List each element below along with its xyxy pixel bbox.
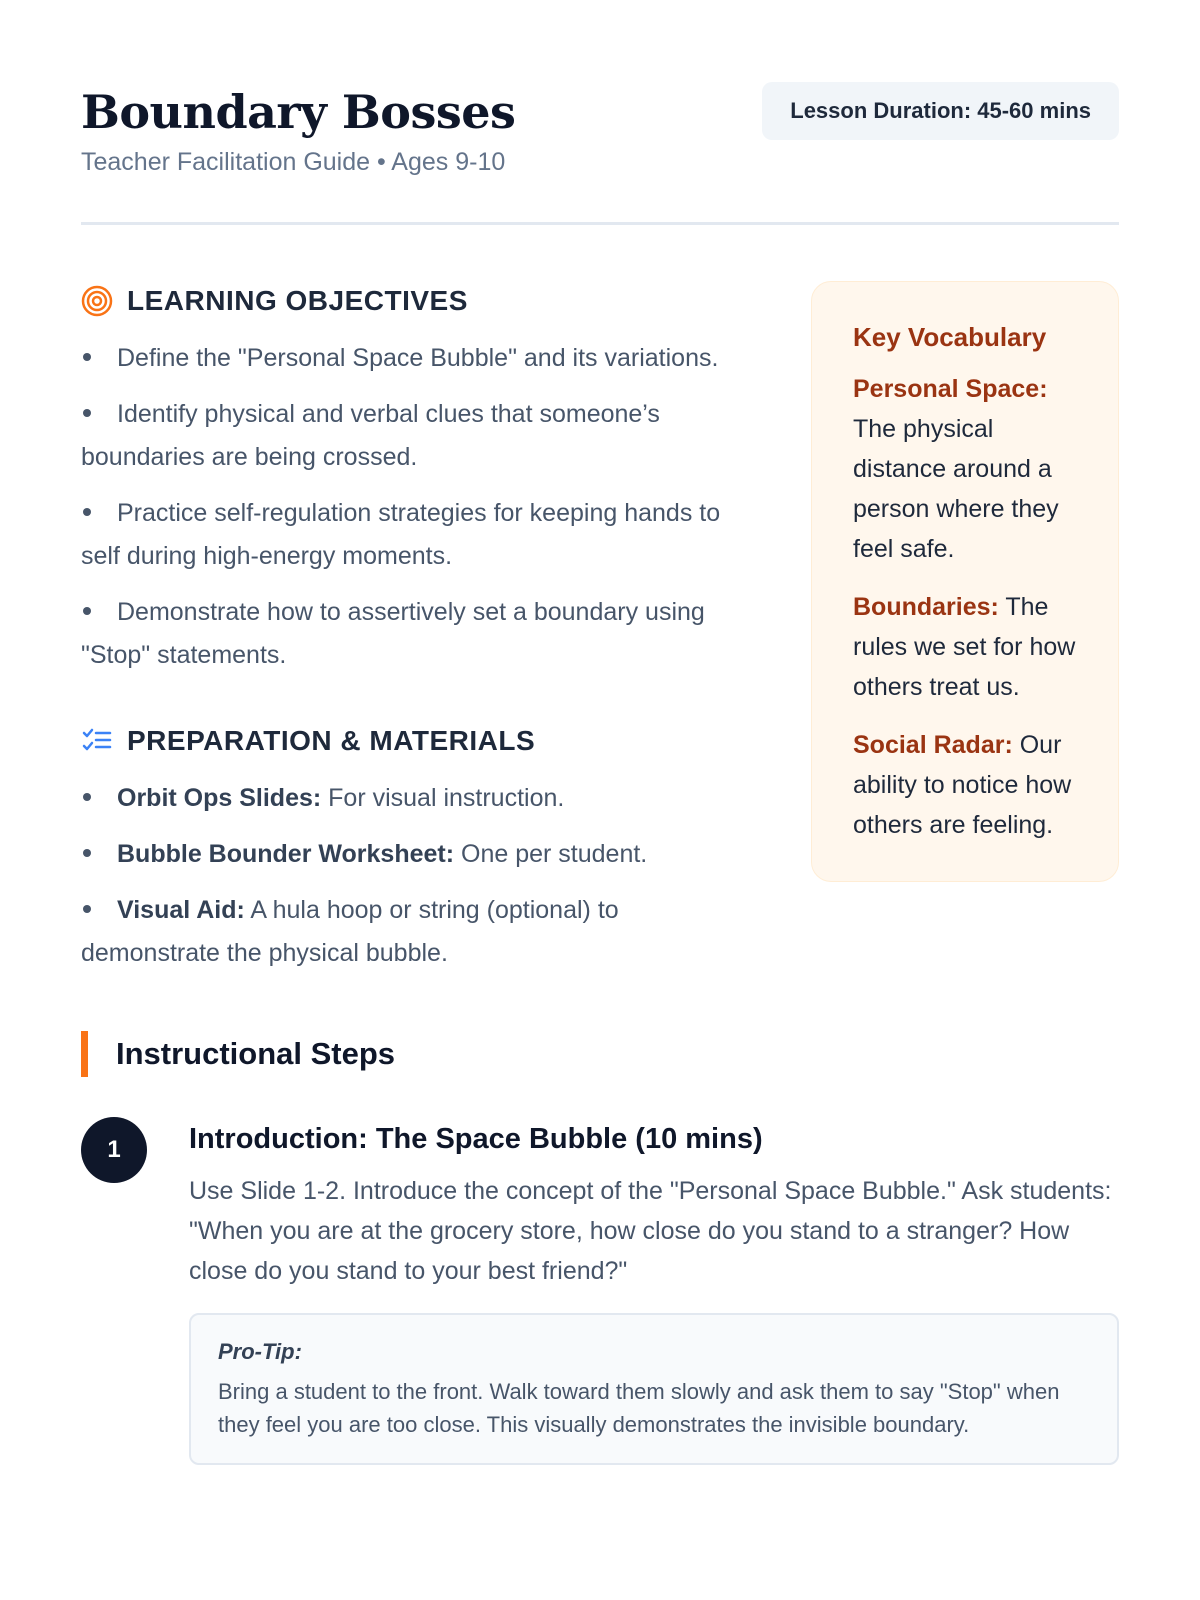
materials-list (81, 777, 741, 975)
bullet (83, 409, 91, 417)
objective-text: Practice self-regulation strategies for keeping hands to self during high-energy moments. (81, 499, 721, 570)
checklist-icon (81, 725, 113, 757)
objective-text: Define the "Personal Space Bubble" and its variations. (117, 344, 719, 372)
vocabulary-term: Personal Space: (853, 375, 1048, 403)
instruction-step (81, 1117, 1119, 1465)
bullet (83, 793, 91, 801)
material-text: A hula hoop or string (optional) to demonstrate the physical bubble. (81, 896, 619, 967)
overview-columns (81, 281, 1119, 975)
bullet (83, 607, 91, 615)
vocabulary-definition: The rules we set for how others treat us. (853, 593, 1076, 701)
objectives-heading (81, 281, 741, 321)
step-title: Introduction: The Space Bubble (10 mins) (189, 1123, 763, 1155)
vocabulary-definition: The physical distance around a person where they feel safe. (853, 415, 1059, 563)
bullet (83, 849, 91, 857)
step-body: Use Slide 1-2. Introduce the concept of the "Personal Space Bubble." Ask students: "When you are at the grocery store, how close do you stand to a stranger? How close do you stand to your best friend?" (189, 1177, 1112, 1285)
objective-text: Identify physical and verbal clues that someone’s boundaries are being crossed. (81, 400, 660, 471)
vocabulary-definition: Our ability to notice how others are feeling. (853, 731, 1072, 839)
list-item (81, 337, 741, 380)
materials-heading (81, 721, 741, 761)
material-text: One per student. (454, 840, 648, 868)
bullet (83, 353, 91, 361)
bullet (83, 508, 91, 516)
material-text: For visual instruction. (321, 784, 565, 812)
pro-tip-body: Bring a student to the front. Walk toward them slowly and ask them to say "Stop" when they feel you are too close. This visually demonstrates the invisible boundary. (218, 1379, 1060, 1437)
objectives-list (81, 337, 741, 677)
pro-tip-label: Pro-Tip: (218, 1339, 302, 1364)
objectives-heading-label: LEARNING OBJECTIVES (127, 285, 468, 316)
pro-tip-box (189, 1313, 1119, 1465)
list-item (81, 777, 741, 820)
material-label: Bubble Bounder Worksheet: (117, 840, 455, 868)
page-title: Boundary Bosses (81, 85, 516, 139)
materials-heading-label: PREPARATION & MATERIALS (127, 725, 536, 756)
vocabulary-term: Social Radar: (853, 731, 1013, 759)
steps-heading: Instructional Steps (81, 1031, 1119, 1077)
material-label: Orbit Ops Slides: (117, 784, 322, 812)
objective-text: Demonstrate how to assertively set a boundary using "Stop" statements. (81, 598, 705, 669)
material-label: Visual Aid: (117, 896, 245, 924)
header (81, 0, 1119, 225)
list-item (81, 591, 741, 677)
vocabulary-card (811, 281, 1119, 882)
vocabulary-entry (853, 587, 1078, 707)
vocabulary-entry (853, 725, 1078, 845)
bullet (83, 905, 91, 913)
overview-main (81, 281, 741, 975)
duration-badge: Lesson Duration: 45-60 mins (762, 82, 1119, 140)
vocabulary-term: Boundaries: (853, 593, 999, 621)
vocabulary-title: Key Vocabulary (853, 322, 1047, 352)
list-item (81, 889, 741, 975)
list-item (81, 492, 741, 578)
vocabulary-entry (853, 369, 1078, 569)
page-subtitle: Teacher Facilitation Guide • Ages 9-10 (81, 148, 506, 176)
step-number-badge: 1 (81, 1117, 147, 1183)
list-item (81, 833, 741, 876)
target-icon (81, 285, 113, 317)
list-item (81, 393, 741, 479)
